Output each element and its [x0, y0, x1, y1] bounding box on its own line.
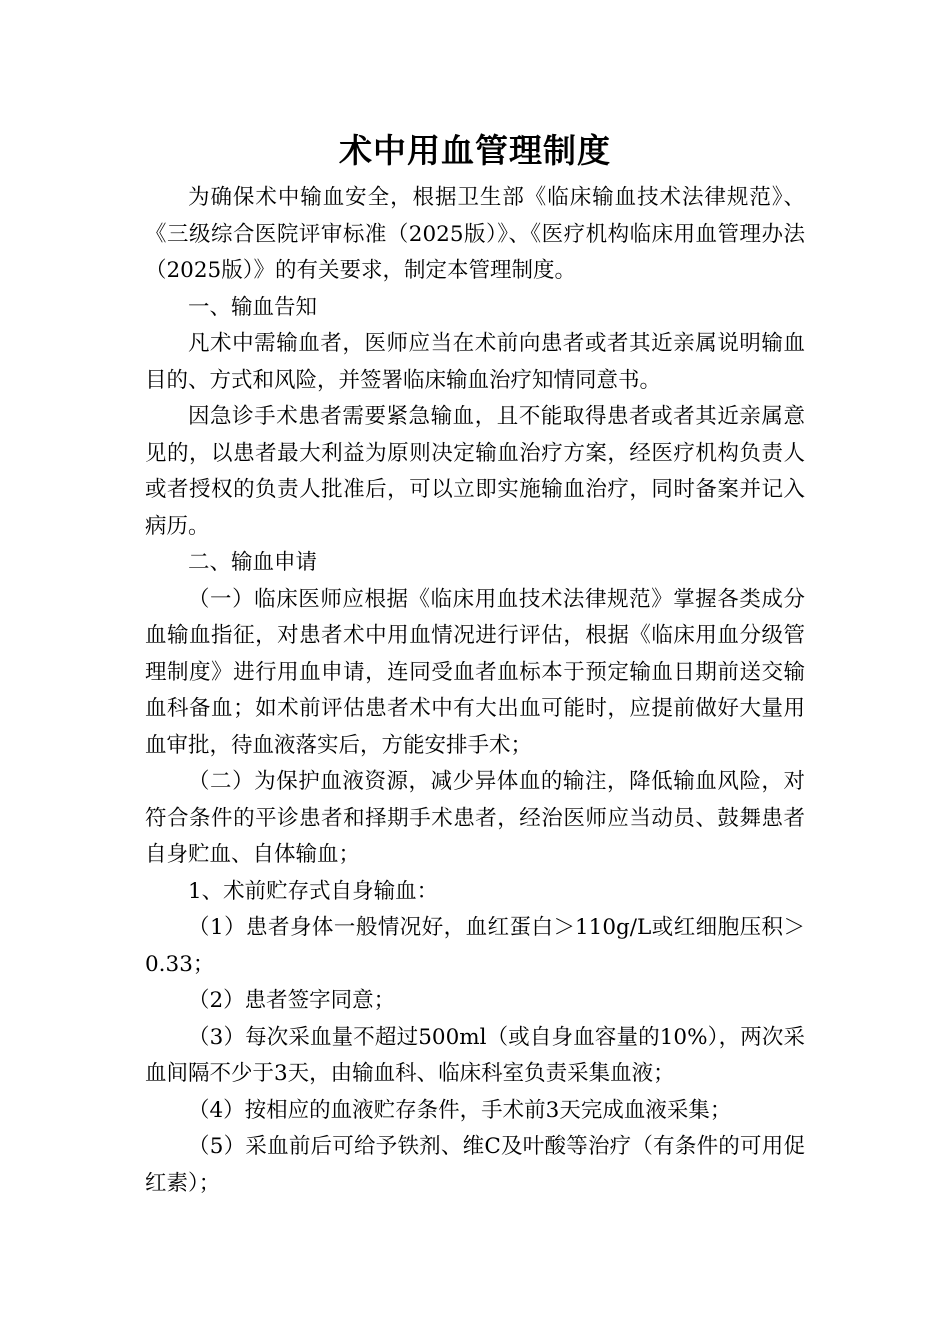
section-heading-application: 二、输血申请	[188, 550, 318, 575]
list-item: （1）患者身体一般情况好，血红蛋白＞110g/L或红细胞压积＞0.33；	[145, 915, 805, 977]
list-item: （4）按相应的血液贮存条件，手术前3天完成血液采集；	[188, 1097, 732, 1123]
notification-paragraph-2: 因急诊手术患者需要紧急输血，且不能取得患者或者其近亲属意见的，以患者最大利益为原则决定输血治疗方案，经医疗机构负责人或者授权的负责人批准后，可以立即实施输血治疗，同时备案并记入病历。	[145, 404, 805, 539]
list-item: （3）每次采血量不超过500ml（或自身血容量的10%），两次采血间隔不少于3天，由输血科、临床科室负责采集血液；	[145, 1024, 805, 1086]
application-paragraph-1: （一）临床医师应根据《临床用血技术法律规范》掌握各类成分血输血指征，对患者术中用血情况进行评估，根据《临床用血分级管理制度》进行用血申请，连同受血者血标本于预定输血日期前送交输血科备血；如术前评估患者术中有大出血可能时，应提前做好大量用血审批，待血液落实后，方能安排手术；	[145, 586, 805, 758]
document-title: 术中用血管理制度	[339, 131, 611, 170]
notification-paragraph-1: 凡术中需输血者，医师应当在术前向患者或者其近亲属说明输血目的、方式和风险，并签署临床输血治疗知情同意书。	[145, 331, 805, 393]
application-paragraph-2: （二）为保护血液资源，减少异体血的输注，降低输血风险，对符合条件的平诊患者和择期手术患者，经治医师应当动员、鼓舞患者自身贮血、自体输血；	[145, 769, 805, 867]
section-heading-notification: 一、输血告知	[188, 294, 318, 320]
document-page	[145, 122, 805, 1202]
list-item: （2）患者签字同意；	[188, 988, 396, 1013]
list-item: （5）采血前后可给予铁剂、维C及叶酸等治疗（有条件的可用促红素）；	[145, 1134, 805, 1196]
subsection-heading-preoperative: 1、术前贮存式自身输血：	[188, 878, 439, 904]
intro-paragraph: 为确保术中输血安全，根据卫生部《临床输血技术法律规范》、《三级综合医院评审标准（2025版）》、《医疗机构临床用血管理办法（2025版）》的有关要求，制定本管理制度。	[145, 185, 805, 283]
